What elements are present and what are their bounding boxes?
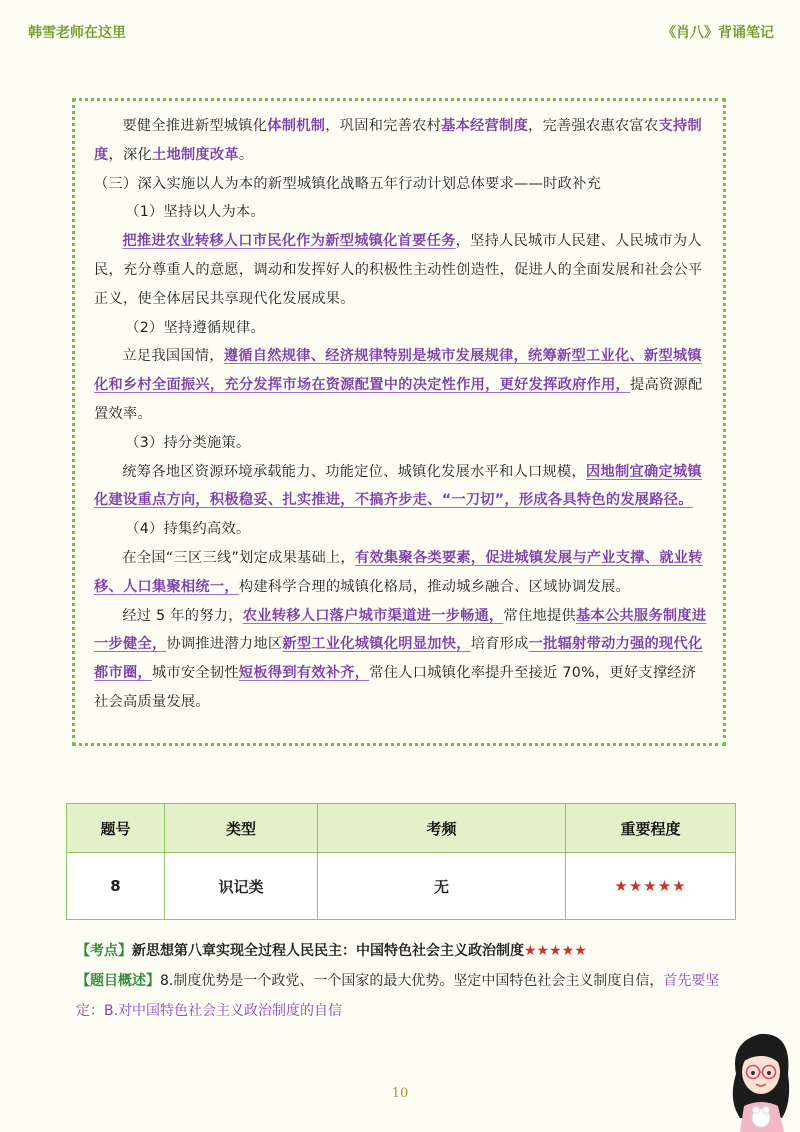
- highlighted-text: 遵循自然规律、经济规律特别是城市发展规律，统筹新型工业化、新型城镇化和乡村全面振兴，充分发挥市场在资源配置中的决定性作用，更好发挥政府作用，: [94, 348, 702, 394]
- header-type: 类型: [165, 804, 318, 853]
- section-heading: （三）深入实施以人为本的新型城镇化战略五年行动计划总体要求——时政补充: [94, 175, 602, 192]
- highlighted-text: 体制机制: [267, 118, 326, 134]
- kaodian-tag: 【考点】: [76, 943, 132, 959]
- cell-question-number: 8: [67, 853, 165, 920]
- key-points: [76, 936, 736, 1026]
- highlighted-text: 有效集聚各类要素，促进城镇发展与产业支撑、就业转移、人口集聚相统一，: [94, 549, 703, 595]
- highlighted-text: 短板得到有效补齐，: [238, 665, 370, 682]
- summary-tag: 【题目概述】: [76, 973, 160, 989]
- item-4: （4）持集约高效。: [125, 521, 251, 538]
- kaodian-stars: ★★★★★: [524, 943, 587, 959]
- body-text: 要健全推进新型城镇化: [122, 118, 268, 134]
- header-importance: 重要程度: [566, 804, 736, 853]
- item-2: （2）坚持遵循规律。: [125, 319, 265, 336]
- body-text: 构建科学合理的城镇化格局，推动城乡融合、区域协调发展。: [238, 578, 631, 595]
- highlighted-text: 新型工业化城镇化明显加快，: [282, 636, 471, 653]
- highlighted-text: 基本经营制度: [441, 118, 529, 134]
- body-text: 。: [238, 146, 254, 163]
- body-text: 培育形成: [470, 636, 529, 653]
- body-text: ，坚持人民城市人民建、人民城市为人民，充分尊重人的意愿，调动和发挥好人的积极性主动性创造性，促进人的全面发展和社会公平正义，使全体居民共享现代化发展成果。: [94, 233, 703, 307]
- header-book-title: 《肖八》背诵笔记: [662, 25, 774, 41]
- paragraph-5: [94, 544, 708, 602]
- summary-line: [76, 966, 736, 1026]
- body-text: 协调推进潜力地区: [166, 636, 283, 653]
- body-text: 城市安全韧性: [151, 665, 239, 682]
- highlighted-text: 因地制宜确定城镇化建设重点方向，积极稳妥、扎实推进，不搞齐步走、“一刀切”，形成各具特色的发展路径。: [94, 463, 702, 509]
- question-info-table: [66, 803, 736, 920]
- body-text: 经过 5 年的努力，: [122, 607, 243, 624]
- body-text: 常住人口城镇化率提升至接近 70%，更好支撑经济社会高质量发展。: [94, 665, 697, 710]
- paragraph-3: [94, 342, 708, 428]
- kaodian-text: 新思想第八章实现全过程人民民主：中国特色社会主义政治制度: [132, 943, 524, 959]
- highlighted-text: 把推进农业转移人口市民化作为新型城镇化首要任务: [122, 233, 456, 250]
- highlighted-text: 支持制度: [94, 118, 702, 163]
- cell-importance-stars: ★★★★★: [566, 853, 736, 920]
- header-frequency: 考频: [318, 804, 566, 853]
- paragraph-1: [94, 112, 708, 170]
- header-question-number: 题号: [67, 804, 165, 853]
- header-author: 韩雪老师在这里: [28, 25, 126, 41]
- cell-frequency: 无: [318, 853, 566, 920]
- body-text: ，完善强农惠农富农: [528, 118, 659, 134]
- paragraph-4: [94, 458, 708, 516]
- body-text: 在全国“三区三线”划定成果基础上，: [122, 549, 356, 566]
- highlighted-text: 农业转移人口落户城市渠道进一步畅通，: [242, 607, 504, 624]
- kaodian-line: [76, 936, 736, 966]
- notes-content: [94, 112, 708, 717]
- body-text: 统筹各地区资源环境承载能力、功能定位、城镇化发展水平和人口规模，: [122, 463, 586, 480]
- paragraph-6: [94, 602, 708, 717]
- table-header-row: [67, 804, 736, 853]
- paragraph-2: [94, 227, 708, 313]
- body-text: ，深化: [108, 146, 152, 163]
- highlighted-text: 一批辐射带动力强的现代化都市圈，: [94, 636, 703, 682]
- teacher-avatar-illustration: [722, 1022, 800, 1132]
- item-3: （3）持分类施策。: [125, 434, 251, 451]
- highlighted-text: 土地制度改革: [151, 146, 239, 163]
- summary-highlight: 首先要坚定：B.对中国特色社会主义政治制度的自信: [76, 973, 720, 1019]
- highlighted-text: 基本公共服务制度进一步健全，: [94, 607, 707, 653]
- cell-type: 识记类: [165, 853, 318, 920]
- summary-text: 8.制度优势是一个政党、一个国家的最大优势。坚定中国特色社会主义制度自信，: [160, 973, 664, 989]
- table-row: [67, 853, 736, 920]
- body-text: 常住地提供: [503, 607, 576, 624]
- body-text: ，巩固和完善农村: [325, 118, 442, 134]
- body-text: 提高资源配置效率。: [94, 377, 703, 422]
- item-1: （1）坚持以人为本。: [125, 204, 265, 221]
- page-number: 10: [391, 1086, 409, 1101]
- body-text: 立足我国国情，: [122, 348, 224, 365]
